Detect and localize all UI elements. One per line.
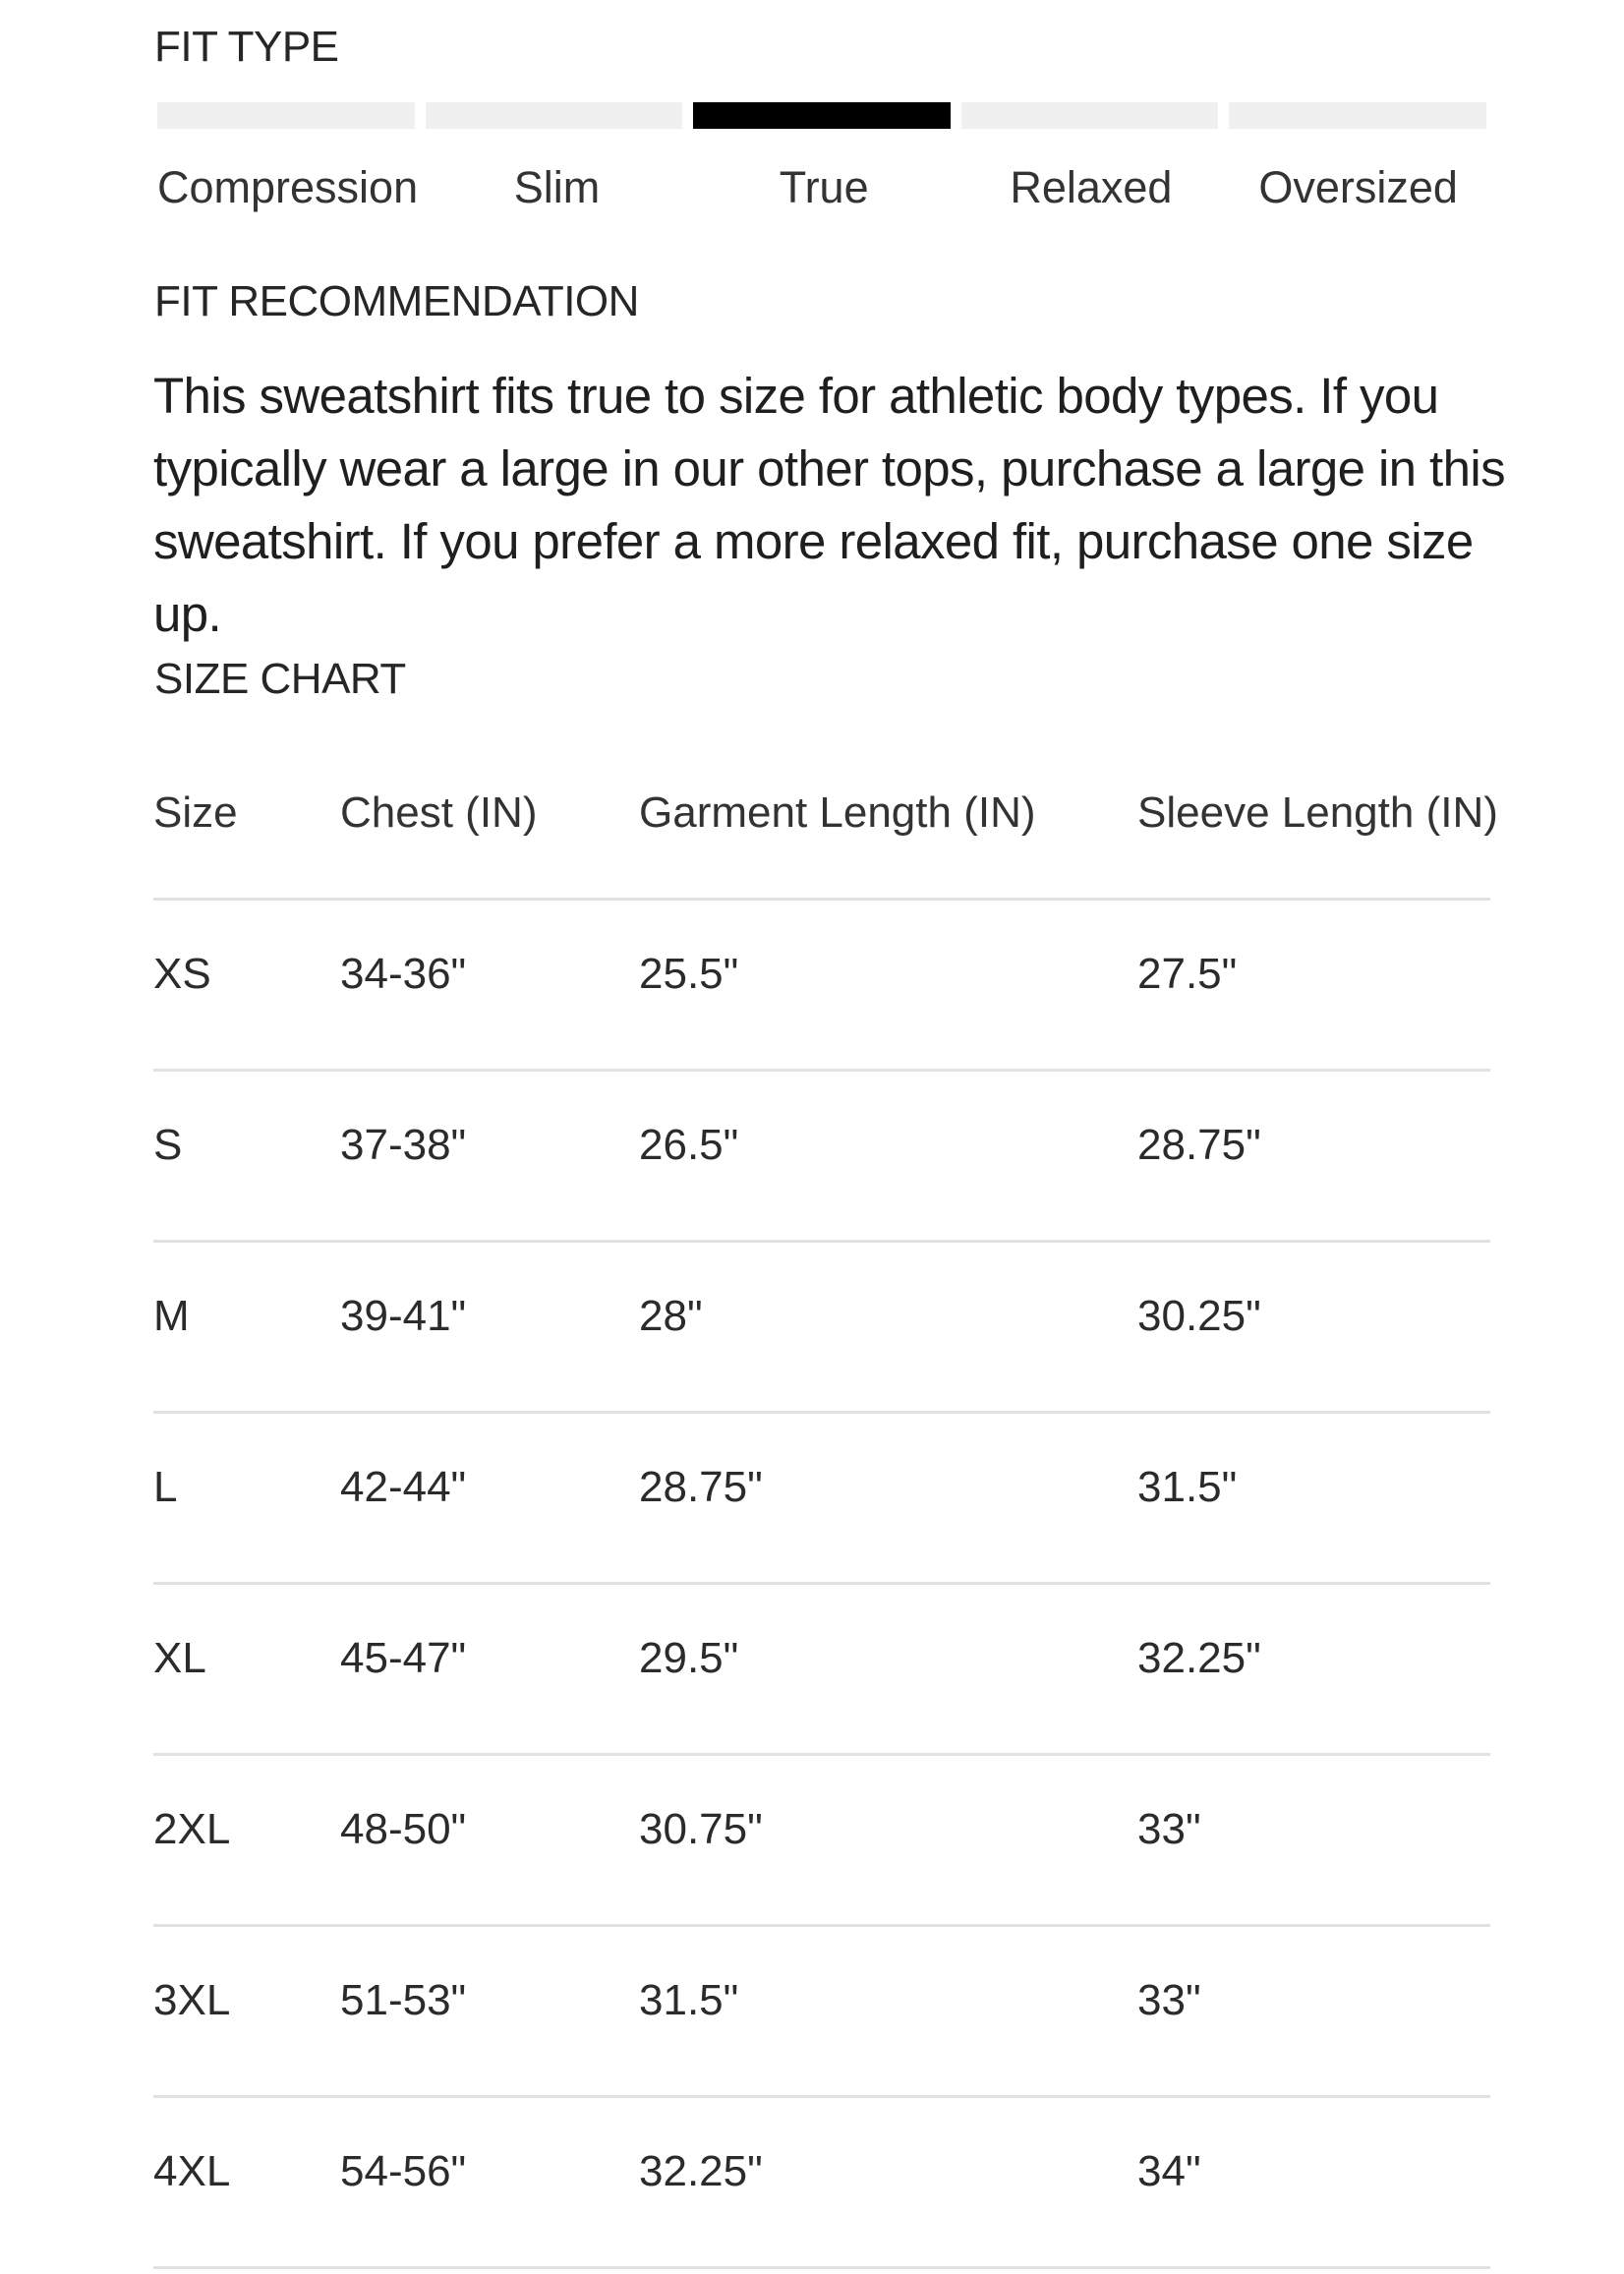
chest-cell: 42-44"	[340, 1463, 467, 1511]
sleeve-length-cell: 33"	[1137, 1976, 1201, 2024]
table-row	[153, 901, 1490, 1072]
size-cell: XS	[153, 950, 211, 998]
chest-cell: 39-41"	[340, 1292, 467, 1340]
fit-bar-oversized	[1229, 102, 1486, 129]
table-header-row	[153, 759, 1498, 901]
chest-cell: 48-50"	[340, 1805, 467, 1853]
garment-length-cell: 31.5"	[639, 1976, 739, 2024]
size-cell: XL	[153, 1634, 206, 1682]
column-header-chest: Chest (IN)	[340, 788, 538, 837]
sleeve-length-cell: 33"	[1137, 1805, 1201, 1853]
fit-type-heading: FIT TYPE	[154, 23, 339, 71]
size-cell: S	[153, 1121, 183, 1169]
fit-label-slim: Slim	[513, 162, 601, 212]
sleeve-length-cell: 30.25"	[1137, 1292, 1261, 1340]
garment-length-cell: 29.5"	[639, 1634, 739, 1682]
chest-cell: 37-38"	[340, 1121, 467, 1169]
fit-label-compression: Compression	[157, 162, 419, 212]
chest-cell: 45-47"	[340, 1634, 467, 1682]
size-cell: 2XL	[153, 1805, 231, 1853]
table-row	[153, 1756, 1490, 1927]
fit-bar-slim	[426, 102, 683, 129]
chest-cell: 34-36"	[340, 950, 467, 998]
table-row	[153, 1243, 1490, 1414]
fit-recommendation-heading: FIT RECOMMENDATION	[154, 277, 639, 325]
table-row	[153, 1414, 1490, 1585]
garment-length-cell: 30.75"	[639, 1805, 763, 1853]
size-cell: L	[153, 1463, 178, 1511]
fit-bar-true	[693, 102, 951, 129]
table-row	[153, 1927, 1490, 2098]
garment-length-cell: 28"	[639, 1292, 703, 1340]
garment-length-cell: 32.25"	[639, 2147, 763, 2195]
table-row	[153, 1072, 1490, 1243]
chest-cell: 51-53"	[340, 1976, 467, 2024]
chest-cell: 54-56"	[340, 2147, 467, 2195]
garment-length-cell: 26.5"	[639, 1121, 739, 1169]
fit-recommendation-text: This sweatshirt fits true to size for athletic body types. If you typically wear a large in our other tops, purchase a large in this sweatshirt. If you prefer a more relaxed fit, purchase one size up.	[153, 368, 1505, 642]
table-row	[153, 1585, 1490, 1756]
table-row	[153, 2098, 1490, 2269]
fit-type-bars	[157, 102, 1486, 129]
fit-label-oversized: Oversized	[1258, 162, 1458, 212]
sleeve-length-cell: 28.75"	[1137, 1121, 1261, 1169]
sleeve-length-cell: 27.5"	[1137, 950, 1238, 998]
garment-length-cell: 25.5"	[639, 950, 739, 998]
garment-length-cell: 28.75"	[639, 1463, 763, 1511]
column-header-garment-length: Garment Length (IN)	[639, 788, 1036, 837]
fit-label-true: True	[779, 162, 869, 212]
size-cell: 3XL	[153, 1976, 231, 2024]
fit-bar-relaxed	[961, 102, 1219, 129]
size-chart-table	[153, 759, 1498, 2269]
sleeve-length-cell: 32.25"	[1137, 1634, 1261, 1682]
size-chart-heading: SIZE CHART	[154, 655, 406, 703]
fit-type-scale	[157, 102, 1486, 213]
fit-label-relaxed: Relaxed	[1010, 162, 1173, 212]
column-header-size: Size	[153, 788, 238, 837]
fit-type-labels	[157, 162, 1486, 213]
column-header-sleeve-length: Sleeve Length (IN)	[1137, 788, 1498, 837]
sleeve-length-cell: 34"	[1137, 2147, 1201, 2195]
fit-bar-compression	[157, 102, 415, 129]
size-cell: M	[153, 1292, 190, 1340]
size-cell: 4XL	[153, 2147, 231, 2195]
sleeve-length-cell: 31.5"	[1137, 1463, 1238, 1511]
